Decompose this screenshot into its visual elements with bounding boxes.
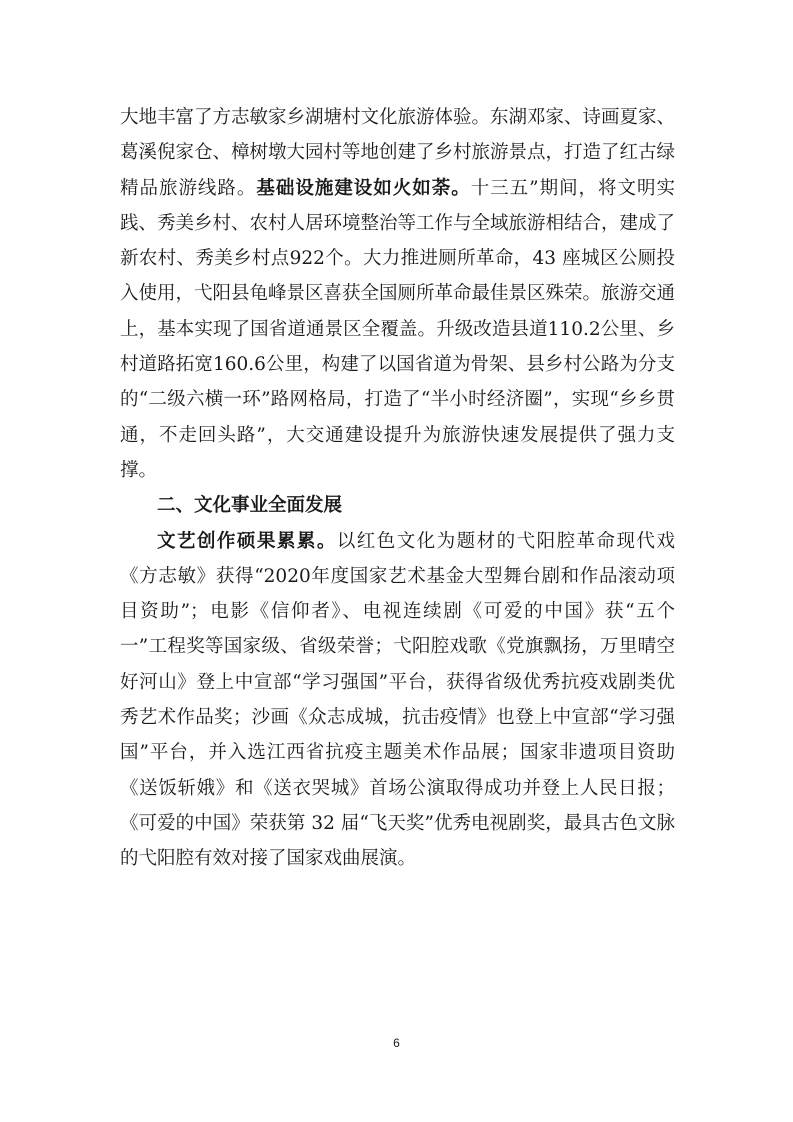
- body-text: [120, 100, 675, 877]
- bold-lead-infrastructure: 基础设施建设如火如荼。: [256, 177, 471, 199]
- bold-lead-arts: 文艺创作硕果累累。: [157, 530, 337, 552]
- paragraph-text: 以红色文化为题材的弋阳腔革命现代戏《方志敏》获得“2020年度国家艺术基金大型舞台剧和作品滚动项目资助”；电影《信仰者》、电视连续剧《可爱的中国》获“五个一”工程奖等国家级、省级荣誉；弋阳腔戏歌《党旗飘扬，万里晴空好河山》登上中宣部“学习强国”平台，获得省级优秀抗疫戏剧类优秀艺术作品奖；沙画《众志成城，抗击疫情》也登上中宣部“学习强国”平台，并入选江西省抗疫主题美术作品展；国家非遗项目资助《送饭斩娥》和《送衣哭城》首场公演取得成功并登上人民日报；《可爱的中国》荣获第 32 届“飞天奖”优秀电视剧奖，最具古色文脉的弋阳腔有效对接了国家戏曲展演。: [120, 530, 675, 870]
- page-number: 6: [393, 1036, 400, 1050]
- paragraph-text: 十三五”期间，将文明实践、秀美乡村、农村人居环境整治等工作与全域旅游相结合，建成了新农村、秀美乡村点922个。大力推进厕所革命，43 座城区公厕投入使用，弋阳县龟峰景区喜获全国厕所革命最佳景区殊荣。旅游交通上，基本实现了国省道通景区全覆盖。升级改造县道110.2公里、乡村道路拓宽160.6公里，构建了以国省道为骨架、县乡村公路为分支的“二级六横一环”路网格局，打造了“半小时经济圈”，实现“乡乡贯通，不走回头路”，大交通建设提升为旅游快速发展提供了强力支撑。: [120, 177, 676, 481]
- paragraph-text: 大地丰富了方志敏家乡湖塘村文化旅游体验。东湖邓家、诗画夏家、葛溪倪家仓、樟树墩大园村等地创建了乡村旅游景点，打造了红古绿精品旅游线路。: [120, 107, 676, 199]
- section-heading: 二、文化事业全面发展: [157, 495, 343, 517]
- paragraph-infrastructure: [120, 100, 675, 488]
- paragraph-arts: [120, 524, 675, 877]
